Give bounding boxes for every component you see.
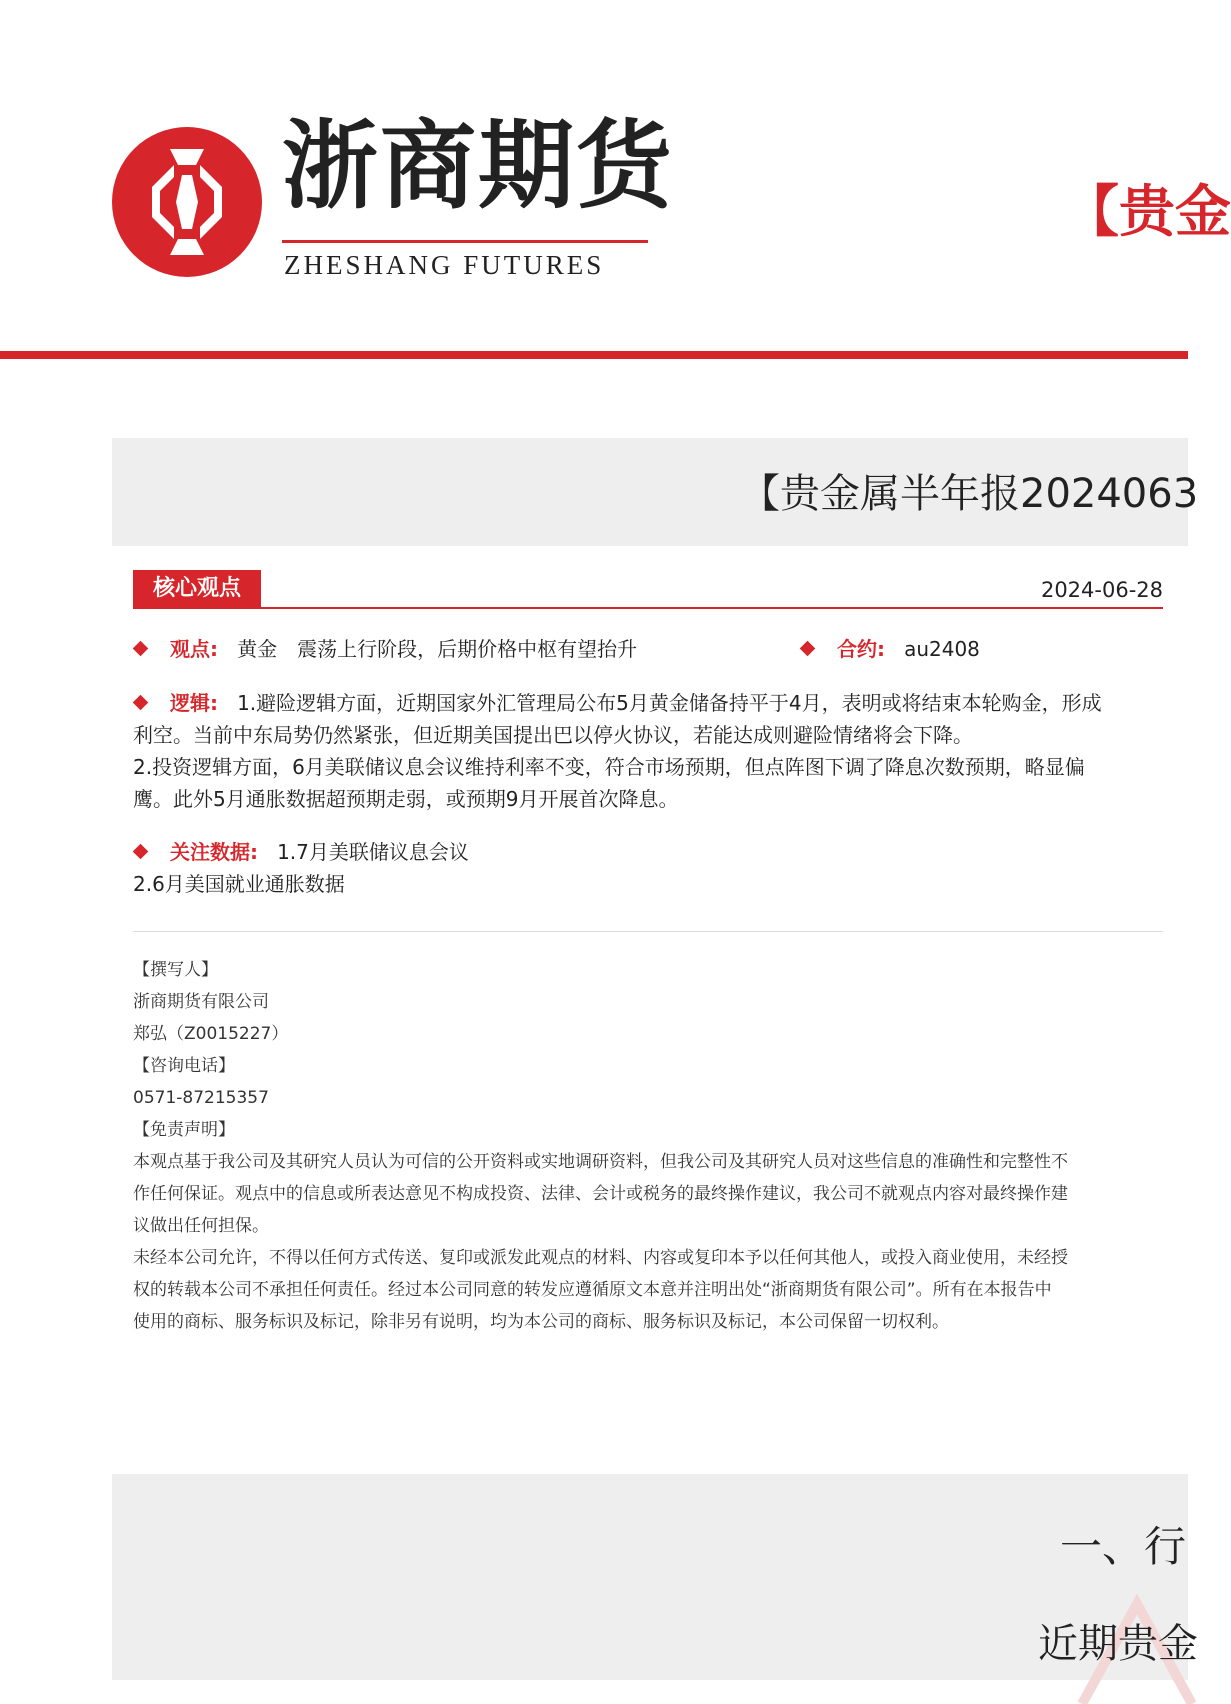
bullet-diamond-icon [133,641,149,657]
view-row [170,633,637,665]
logic-line: 鹰。此外5月通胀数据超预期走弱，或预期9月开展首次降息。 [133,787,679,811]
core-view-badge: 核心观点 [133,570,261,608]
bullet-diamond-icon [133,695,149,711]
section-heading: 一、行 [1060,1522,1187,1571]
logic-line: 利空。当前中东局势仍然紧张，但近期美国提出巴以停火协议，若能达成则避险情绪将会下降。 [133,723,973,747]
logic-row [170,687,1102,719]
disclaimer-line: 未经本公司允许，不得以任何方式传送、复印或派发此观点的材料、内容或复印本予以任何其他人，或投入商业使用，未经授 [133,1248,1068,1268]
report-title: 【贵金属半年报2024063 [740,471,1199,517]
disclaimer-heading: 【免责声明】 [133,1120,235,1140]
section-band [112,1474,1198,1680]
view-text: 黄金 震荡上行阶段，后期价格中枢有望抬升 [237,637,638,661]
bullet-diamond-icon [800,641,816,657]
phone-number: 0571-87215357 [133,1088,269,1108]
logic-line: 2.投资逻辑方面，6月美联储议息会议维持利率不变，符合市场预期，但点阵图下调了降息次数预期，略显偏 [133,755,1085,779]
disclaimer-line: 本观点基于我公司及其研究人员认为可信的公开资料或实地调研资料，但我公司及其研究人员对这些信息的准确性和完整性不 [133,1152,1068,1172]
author-company: 浙商期货有限公司 [133,992,269,1012]
disclaimer-line: 使用的商标、服务标识及标记，除非另有说明，均为本公司的商标、服务标识及标记，本公司保留一切权利。 [133,1312,949,1332]
disclaimer-line: 权的转载本公司不承担任何责任。经过本公司同意的转发应遵循原文本意并注明出处“浙商期货有限公司”。所有在本报告中 [133,1280,1052,1300]
contract-value: au2408 [904,637,980,661]
report-date: 2024-06-28 [1040,578,1163,602]
focus-line: 2.6月美国就业通胀数据 [133,872,345,896]
core-view-rule [133,607,1163,609]
view-label: 观点: [170,637,218,661]
bullet-diamond-icon [133,844,149,860]
disclaimer-line: 作任何保证。观点中的信息或所表达意见不构成投资、法律、会计或税务的最终操作建议，我公司不就观点内容对最终操作建 [133,1184,1068,1204]
logic-label: 逻辑: [170,691,218,715]
brand-name-cn: 浙商期货 [282,109,674,222]
author-name: 郑弘（Z0015227） [133,1024,289,1044]
section-text: 近期贵金 [1038,1621,1198,1667]
company-logo-icon [112,127,262,277]
contract-label: 合约: [837,637,885,661]
report-type-tag: 【贵金 [1063,180,1231,245]
brand-divider [282,240,648,243]
section-separator [133,931,1163,932]
disclaimer-line: 议做出任何担保。 [133,1216,269,1236]
focus-line: 1.7月美联储议息会议 [277,840,469,864]
header-divider [0,351,1188,359]
contract-row [837,633,980,665]
logic-line: 1.避险逻辑方面，近期国家外汇管理局公布5月黄金储备持平于4月，表明或将结束本轮购金，形成 [237,691,1102,715]
title-band [112,438,1199,546]
author-heading: 【撰写人】 [133,960,218,980]
focus-row [170,836,469,868]
focus-label: 关注数据: [170,840,258,864]
brand-name-en: ZHESHANG FUTURES [284,250,605,280]
phone-heading: 【咨询电话】 [133,1056,235,1076]
